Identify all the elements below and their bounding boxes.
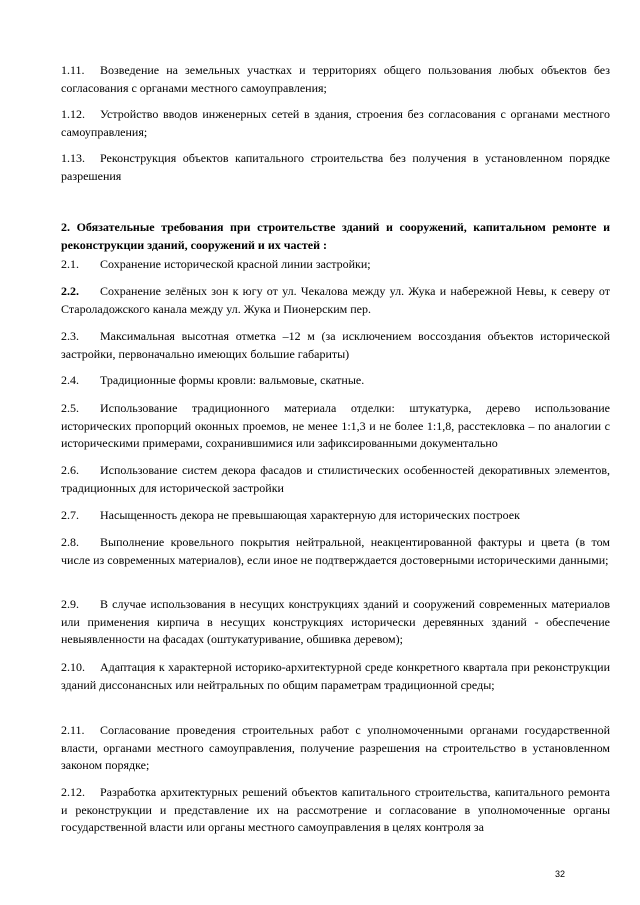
item-text: Согласование проведения строительных работ с уполномоченными органами государственной власти, органами местного самоуправления, получение разрешения на строительство в установленном законом порядке; bbox=[61, 723, 610, 772]
list-item-2-2 bbox=[61, 283, 610, 318]
item-text: Традиционные формы кровли: вальмовые, скатные. bbox=[100, 373, 365, 387]
list-item-2-10 bbox=[61, 659, 610, 694]
item-number: 2.10. bbox=[61, 660, 85, 674]
item-number: 1.12. bbox=[61, 107, 85, 121]
section-heading: 2. Обязательные требования при строительстве зданий и сооружений, капитальном ремонте и реконструкции зданий, сооружений и их частей : bbox=[61, 220, 610, 252]
list-item-2-12 bbox=[61, 784, 610, 837]
list-item-2-3 bbox=[61, 328, 610, 363]
item-text: Использование систем декора фасадов и стилистических особенностей декоративных элементов, традиционных для исторической застройки bbox=[61, 463, 610, 495]
list-item-2-8 bbox=[61, 534, 610, 569]
item-number: 2.1. bbox=[61, 257, 79, 271]
list-item-2-9 bbox=[61, 596, 610, 649]
item-number: 2.6. bbox=[61, 463, 79, 477]
list-item-2-1 bbox=[61, 256, 610, 274]
item-number: 2.3. bbox=[61, 329, 79, 343]
item-number: 1.11. bbox=[61, 63, 85, 77]
item-text: Устройство вводов инженерных сетей в здания, строения без согласования с органами местного самоуправления; bbox=[61, 107, 610, 139]
item-number: 2.12. bbox=[61, 785, 85, 799]
item-number: 2.8. bbox=[61, 535, 79, 549]
item-text: В случае использования в несущих конструкциях зданий и сооружений современных материалов или применения кирпича в несущих конструкциях исторически деревянных зданий - обеспечение невыявленности на фасадах (оштукатуривание, обшивка деревом); bbox=[61, 597, 610, 646]
item-text: Использование традиционного материала отделки: штукатурка, дерево использование исторических пропорций оконных проемов, не менее 1:1,3 и не более 1:1,8, расстекловка – по аналогии с историческими примерами, сохранившимися или зафиксированными документально bbox=[61, 401, 610, 450]
item-text: Адаптация к характерной историко-архитектурной среде конкретного квартала при реконструкции зданий диссонансных или нейтральных по общим параметрам традиционной среды; bbox=[61, 660, 610, 692]
item-text: Возведение на земельных участках и территориях общего пользования любых объектов без согласования с органами местного самоуправления; bbox=[61, 63, 610, 95]
list-item-2-7 bbox=[61, 507, 610, 525]
item-number: 1.13. bbox=[61, 151, 85, 165]
list-item-1-11 bbox=[61, 62, 610, 97]
list-item-1-12 bbox=[61, 106, 610, 141]
item-number: 2.5. bbox=[61, 401, 79, 415]
item-number: 2.9. bbox=[61, 597, 79, 611]
item-text: Реконструкция объектов капитального строительства без получения в установленном порядке разрешения bbox=[61, 151, 610, 183]
item-text: Максимальная высотная отметка –12 м (за исключением воссоздания объектов исторической застройки, первоначально имеющих большие габариты) bbox=[61, 329, 610, 361]
list-item-2-6 bbox=[61, 462, 610, 497]
item-number: 2.11. bbox=[61, 723, 85, 737]
item-text: Выполнение кровельного покрытия нейтральной, неакцентированной фактуры и цвета (в том числе из современных материалов), если иное не подтверждается достоверными историческими данными; bbox=[61, 535, 610, 567]
page-number: 32 bbox=[555, 869, 566, 879]
item-text: Сохранение исторической красной линии застройки; bbox=[100, 257, 371, 271]
item-number: 2.7. bbox=[61, 508, 79, 522]
list-item-2-5 bbox=[61, 400, 610, 453]
item-text: Сохранение зелёных зон к югу от ул. Чекалова между ул. Жука и набережной Невы, к северу от Староладожского канала между ул. Жука и Пионерским пер. bbox=[61, 284, 610, 316]
item-number: 2.2. bbox=[61, 284, 79, 298]
list-item-1-13 bbox=[61, 150, 610, 185]
list-item-2-4 bbox=[61, 372, 610, 390]
item-number: 2.4. bbox=[61, 373, 79, 387]
list-item-2-11 bbox=[61, 722, 610, 775]
item-text: Разработка архитектурных решений объектов капитального строительства, капитального ремонта и реконструкции и представление их на рассмотрение и согласование в уполномоченные органы государственной власти или органы местного самоуправления в целях контроля за bbox=[61, 785, 610, 834]
item-text: Насыщенность декора не превышающая характерную для исторических построек bbox=[100, 508, 520, 522]
